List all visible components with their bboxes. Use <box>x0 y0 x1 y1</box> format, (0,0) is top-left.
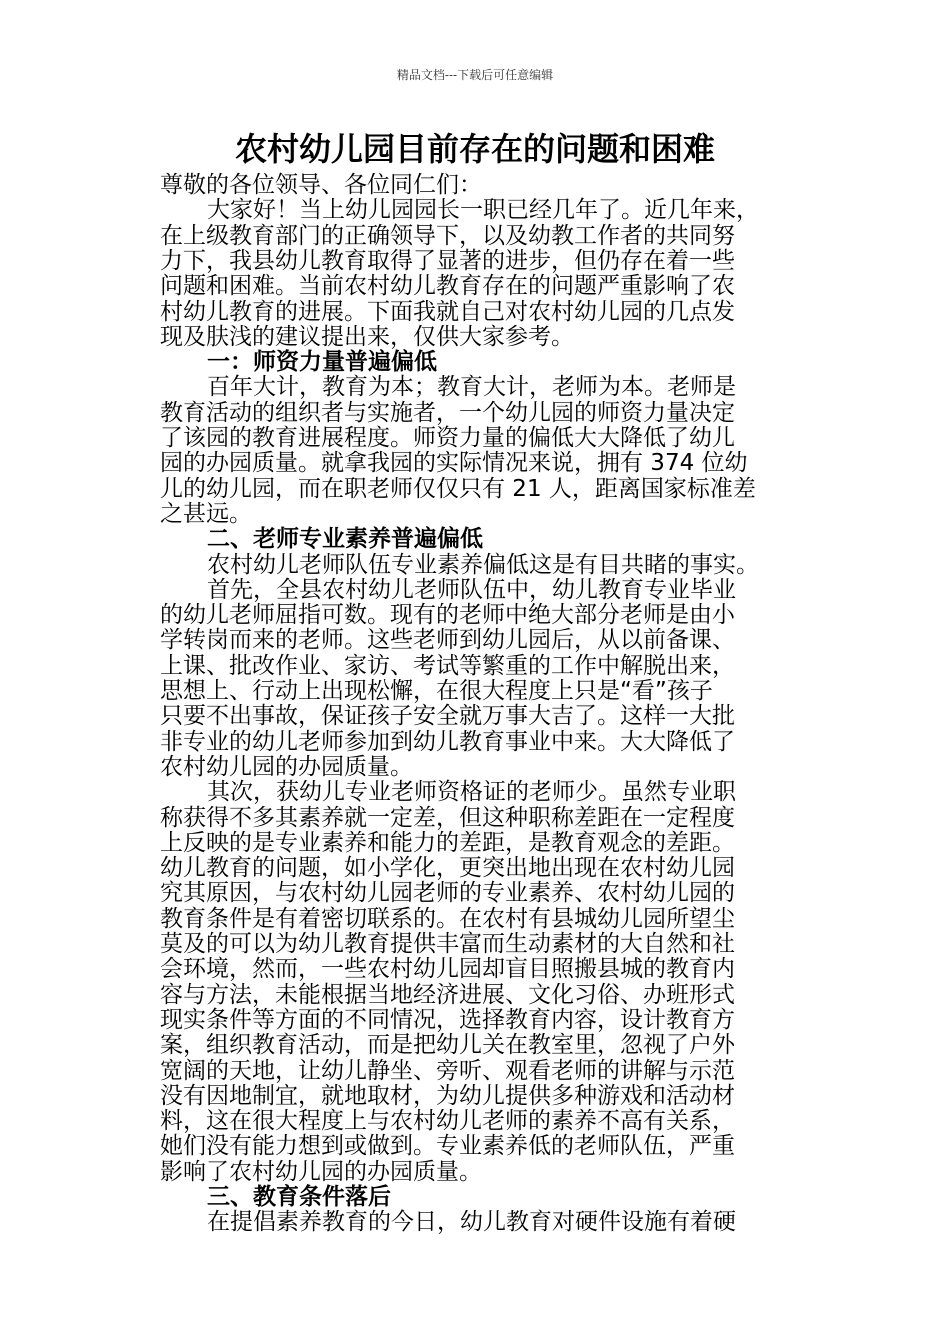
paragraph-line: 农村幼儿老师队伍专业素养偏低这是有目共睹的事实。 <box>207 551 759 578</box>
paragraph-line: 非专业的幼儿老师参加到幼儿教育事业中来。大大降低了 <box>160 728 735 755</box>
paragraph-line: 问题和困难。当前农村幼儿教育存在的问题严重影响了农 <box>160 273 735 300</box>
section-heading: 二、老师专业素养普遍偏低 <box>207 526 483 553</box>
paragraph-line: 案，组织教育活动，而是把幼儿关在教室里，忽视了户外 <box>160 1032 735 1059</box>
paragraph-line: 农村幼儿园的办园质量。 <box>160 753 413 780</box>
paragraph-line: 现及肤浅的建议提出来，仅供大家参考。 <box>160 323 574 350</box>
paragraph-line: 思想上、行动上出现松懈，在很大程度上只是“看”孩子 <box>160 678 713 704</box>
paragraph-line: 的幼儿老师屈指可数。现有的老师中绝大部分老师是由小 <box>160 602 735 629</box>
section-heading: 一：师资力量普遍偏低 <box>207 349 437 376</box>
paragraph-line: 园的办园质量。就拿我园的实际情况来说，拥有 374 位幼 <box>160 450 748 477</box>
paragraph-line: 其次，获幼儿专业老师资格证的老师少。虽然专业职 <box>207 779 736 806</box>
paragraph-line: 了该园的教育进展程度。师资力量的偏低大大降低了幼儿 <box>160 425 735 451</box>
paragraph-line: 只要不出事故，保证孩子安全就万事大吉了。这样一大批 <box>160 703 735 730</box>
paragraph-line: 幼儿教育的问题，如小学化，更突出地出现在农村幼儿园 <box>160 855 735 882</box>
paragraph-line: 宽阔的天地，让幼儿静坐、旁听、观看老师的讲解与示范 <box>160 1057 735 1084</box>
paragraph-line: 没有因地制宜，就地取材，为幼儿提供多种游戏和活动材 <box>160 1082 735 1109</box>
paragraph-line: 教育活动的组织者与实施者，一个幼儿园的师资力量决定 <box>160 399 735 426</box>
paragraph-line: 称获得不多其素养就一定差，但这种职称差距在一定程度 <box>160 804 735 831</box>
paragraph-line: 教育条件是有着密切联系的。在农村有县城幼儿园所望尘 <box>160 905 735 932</box>
paragraph-line: 会环境，然而，一些农村幼儿园却盲目照搬县城的教育内 <box>160 956 735 983</box>
paragraph-line: 学转岗而来的老师。这些老师到幼儿园后，从以前备课、 <box>160 627 735 654</box>
page-header: 精品文档---下载后可任意编辑 <box>396 68 554 82</box>
paragraph-line: 莫及的可以为幼儿教育提供丰富而生动素材的大自然和社 <box>160 931 735 957</box>
paragraph-line: 究其原因，与农村幼儿园老师的专业素养、农村幼儿园的 <box>160 880 735 907</box>
section-heading: 三、教育条件落后 <box>207 1184 391 1210</box>
paragraph-line: 现实条件等方面的不同情况，选择教育内容，设计教育方 <box>160 1006 735 1033</box>
paragraph-line: 大家好！当上幼儿园园长一职已经几年了。近几年来， <box>207 197 759 224</box>
paragraph-line: 尊敬的各位领导、各位同仁们： <box>160 172 482 198</box>
paragraph-line: 影响了农村幼儿园的办园质量。 <box>160 1158 482 1185</box>
paragraph-line: 村幼儿教育的进展。下面我就自己对农村幼儿园的几点发 <box>160 298 735 325</box>
paragraph-line: 她们没有能力想到或做到。专业素养低的老师队伍，严重 <box>160 1133 735 1160</box>
paragraph-line: 儿的幼儿园，而在职老师仅仅只有 21 人，距离国家标准差 <box>160 475 756 502</box>
paragraph-line: 上反映的是专业素养和能力的差距，是教育观念的差距。 <box>160 829 735 856</box>
paragraph-line: 上课、批改作业、家访、考试等繁重的工作中解脱出来， <box>160 652 735 679</box>
paragraph-line: 力下，我县幼儿教育取得了显著的进步，但仍存在着一些 <box>160 247 735 274</box>
paragraph-line: 首先，全县农村幼儿老师队伍中，幼儿教育专业毕业 <box>207 576 736 603</box>
paragraph-line: 百年大计，教育为本；教育大计，老师为本。老师是 <box>207 374 736 401</box>
paragraph-line: 在上级教育部门的正确领导下，以及幼教工作者的共同努 <box>160 222 735 249</box>
document-title: 农村幼儿园目前存在的问题和困难 <box>234 130 715 168</box>
paragraph-line: 之甚远。 <box>160 500 252 527</box>
paragraph-line: 料，这在很大程度上与农村幼儿老师的素养不高有关系， <box>160 1108 735 1135</box>
paragraph-line: 容与方法，未能根据当地经济进展、文化习俗、办班形式 <box>160 981 735 1008</box>
paragraph-line: 在提倡素养教育的今日，幼儿教育对硬件设施有着硬 <box>207 1209 736 1236</box>
